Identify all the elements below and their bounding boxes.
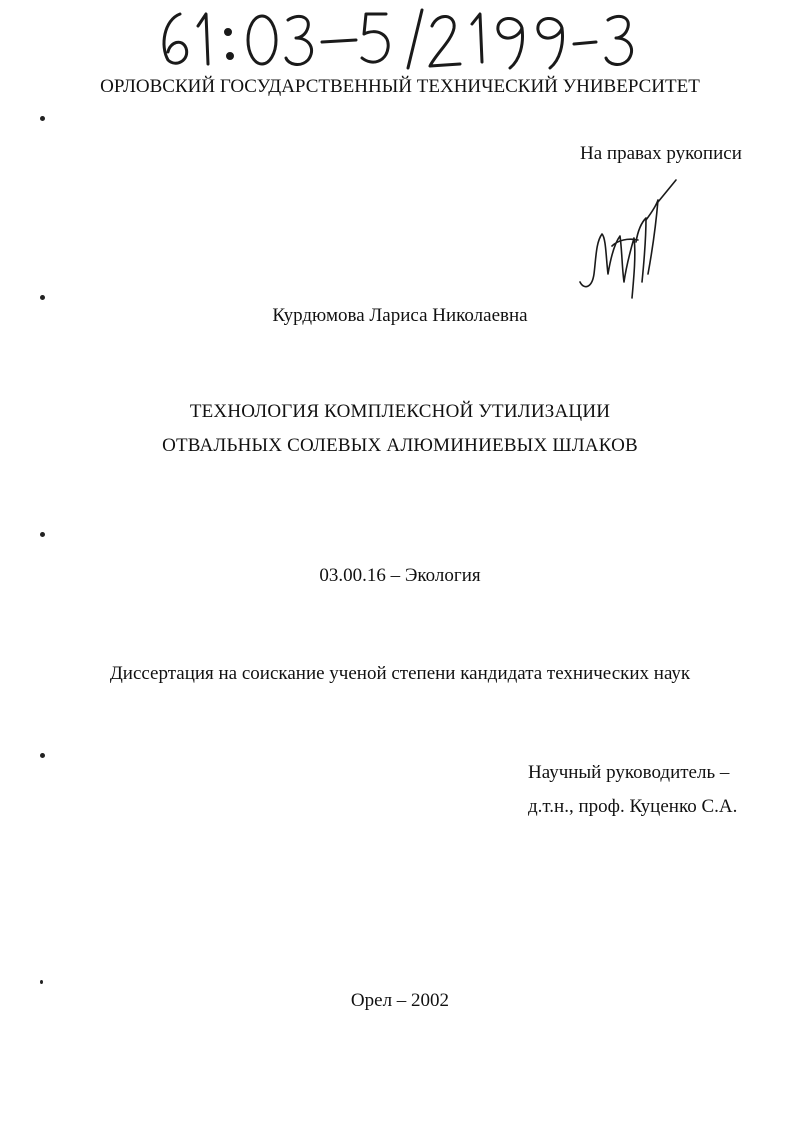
scan-mark <box>40 753 45 758</box>
supervisor-name: д.т.н., проф. Куценко С.А. <box>528 796 738 817</box>
city-year: Орел – 2002 <box>350 990 450 1011</box>
author-name: Курдюмова Лариса Николаевна <box>272 305 528 326</box>
handwritten-archive-number-drawing <box>150 6 650 70</box>
scan-mark <box>40 295 45 300</box>
degree-statement: Диссертация на соискание ученой степени кандидата технических наук <box>109 663 691 684</box>
scan-mark <box>40 116 45 121</box>
author-signature <box>572 178 682 308</box>
dissertation-title-line-1: ТЕХНОЛОГИЯ КОМПЛЕКСНОЙ УТИЛИЗАЦИИ <box>189 401 611 422</box>
scan-mark <box>40 980 43 984</box>
university-name: ОРЛОВСКИЙ ГОСУДАРСТВЕННЫЙ ТЕХНИЧЕСКИЙ УНИВЕРСИТЕТ <box>100 76 700 97</box>
dissertation-title-line-2: ОТВАЛЬНЫХ СОЛЕВЫХ АЛЮМИНИЕВЫХ ШЛАКОВ <box>162 435 638 456</box>
manuscript-rights: На правах рукописи <box>580 143 742 164</box>
handwritten-archive-number <box>150 6 650 70</box>
signature-drawing <box>572 178 682 308</box>
scan-mark <box>40 532 45 537</box>
specialty: 03.00.16 – Экология <box>319 565 481 586</box>
supervisor-label: Научный руководитель – <box>528 762 730 783</box>
